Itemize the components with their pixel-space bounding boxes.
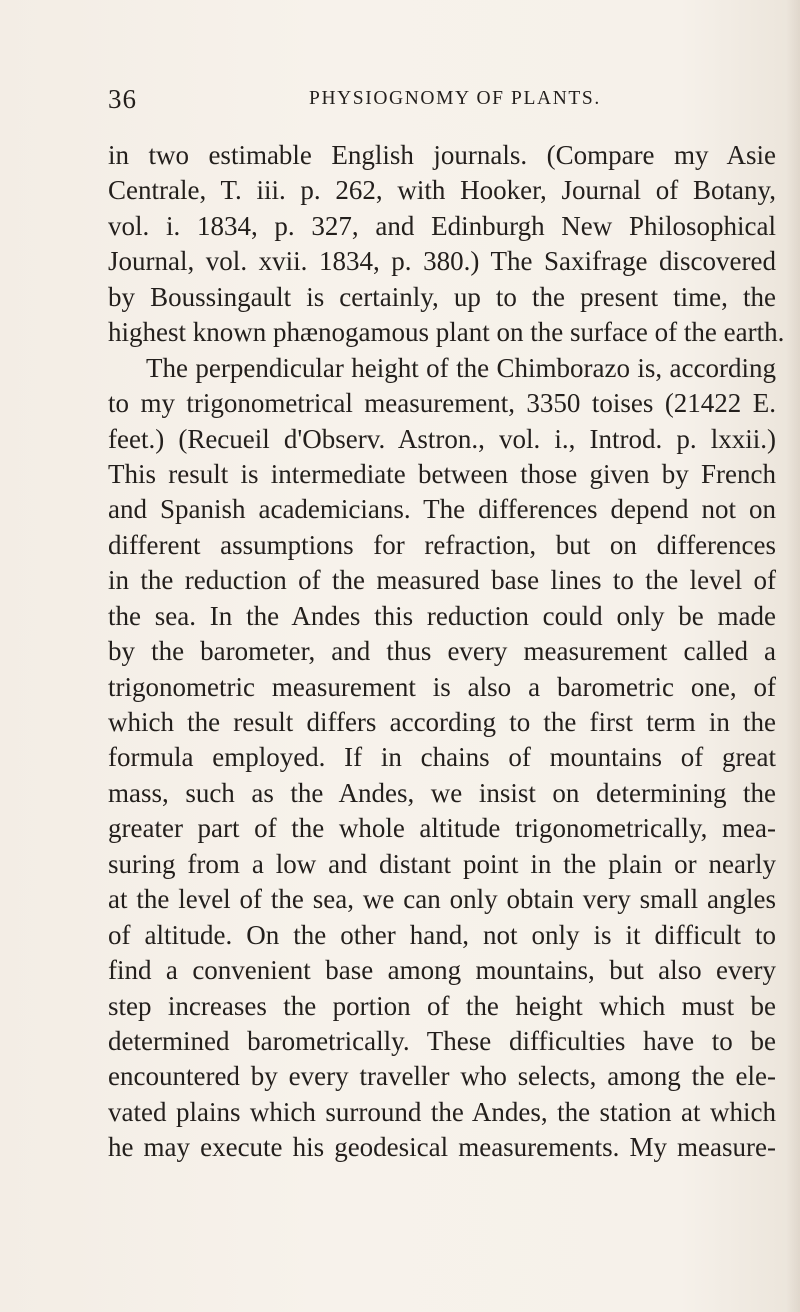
- text-line: and Spanish academicians. The differences depend not on: [108, 494, 776, 525]
- text-line: trigonometric measurement is also a barometric one, of: [108, 671, 776, 702]
- text-line: which the result differs according to the first term in the: [108, 707, 776, 737]
- text-line: formula employed. If in chains of mountains of great: [108, 742, 776, 773]
- text-line: This result is intermediate between those given by French: [108, 458, 776, 489]
- text-line: step increases the portion of the height which must be: [108, 990, 776, 1021]
- text-line: mass, such as the Andes, we insist on determining the: [108, 777, 776, 808]
- text-line: Journal, vol. xvii. 1834, p. 380.) The Saxifrage discovered: [108, 246, 776, 277]
- page-edge-shadow: [786, 0, 800, 1312]
- text-line: in the reduction of the measured base lines to the level of: [108, 565, 776, 596]
- text-line: by the barometer, and thus every measurement called a: [108, 636, 776, 667]
- text-line: different assumptions for refraction, but on differences: [108, 529, 776, 560]
- text-line: Centrale, T. iii. p. 262, with Hooker, Journal of Botany,: [108, 175, 776, 206]
- text-line: he may execute his geodesical measurements. My measure-: [108, 1132, 776, 1163]
- text-line: feet.) (Recueil d'Observ. Astron., vol. i., Introd. p. lxxii.): [108, 423, 776, 454]
- text-line: of altitude. On the other hand, not only is it difficult to: [108, 919, 776, 950]
- page-header: [108, 84, 688, 118]
- body-text: [108, 138, 785, 1166]
- text-line: find a convenient base among mountains, but also every: [108, 955, 776, 986]
- text-line: to my trigonometrical measurement, 3350 toises (21422 E.: [108, 388, 776, 419]
- text-line: vol. i. 1834, p. 327, and Edinburgh New Philosophical: [108, 210, 776, 241]
- text-line: encountered by every traveller who selects, among the ele-: [108, 1061, 776, 1092]
- text-line: in two estimable English journals. (Compare my Asie: [108, 140, 776, 170]
- text-line: the sea. In the Andes this reduction could only be made: [108, 600, 776, 631]
- page-number: 36: [108, 84, 137, 114]
- running-head: PHYSIOGNOMY OF PLANTS.: [309, 88, 601, 109]
- text-line: greater part of the whole altitude trigonometrically, mea-: [108, 813, 776, 844]
- text-line: suring from a low and distant point in the plain or nearly: [108, 848, 776, 879]
- paragraph-start-line: The perpendicular height of the Chimborazo is, according: [146, 352, 776, 383]
- text-line: vated plains which surround the Andes, the station at which: [108, 1096, 776, 1127]
- text-line: determined barometrically. These difficulties have to be: [108, 1025, 776, 1056]
- text-line: at the level of the sea, we can only obtain very small angles: [108, 884, 776, 915]
- text-line: by Boussingault is certainly, up to the present time, the: [108, 281, 776, 312]
- text-line: highest known phænogamous plant on the surface of the earth.: [108, 317, 785, 348]
